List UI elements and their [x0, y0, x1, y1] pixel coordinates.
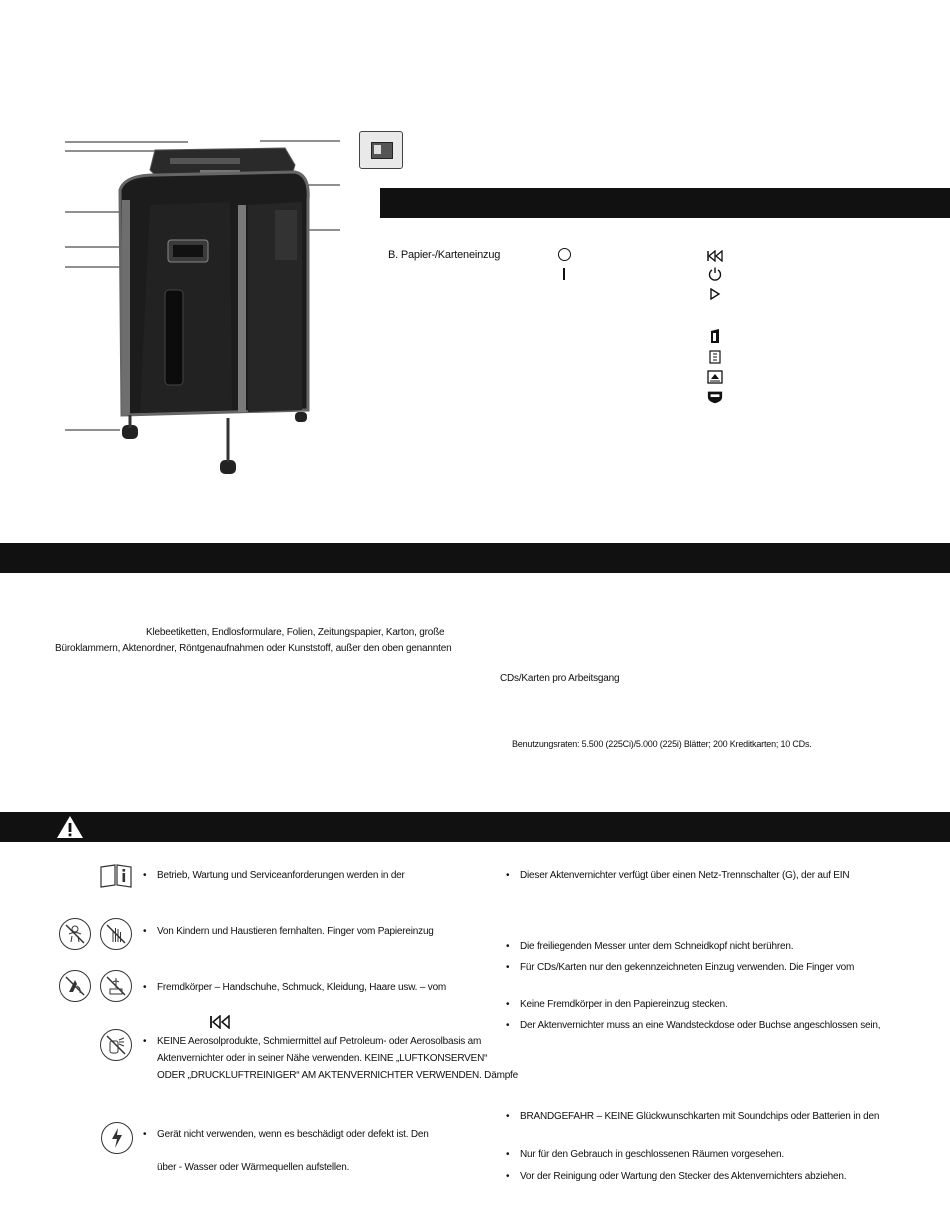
- safety-left-8: über - Wasser oder Wärmequellen aufstellen.: [157, 1162, 350, 1173]
- safety-right-1: • Dieser Aktenvernichter verfügt über einen Netz-Trennschalter (G), der auf EIN: [520, 870, 849, 881]
- safesense-icon: [707, 389, 723, 405]
- safety-header-band: [0, 812, 950, 842]
- no-hands-icon: [100, 918, 132, 950]
- on-bar-icon: [563, 268, 565, 280]
- forward-icon: [707, 286, 723, 302]
- no-loose-items-icon: [59, 970, 91, 1002]
- bin-full-icon: [707, 328, 723, 344]
- power-icon: [707, 266, 723, 282]
- usage-rates-text: Benutzungsraten: 5.500 (225Ci)/5.000 (225i) Blätter; 200 Kreditkarten; 10 CDs.: [512, 739, 812, 749]
- safety-right-6: • BRANDGEFAHR – KEINE Glückwunschkarten mit Soundchips oder Batterien in den: [520, 1111, 879, 1122]
- capabilities-header-band: [0, 543, 950, 573]
- safety-left-4: • KEINE Aerosolprodukte, Schmiermittel auf Petroleum- oder Aerosolbasis am: [157, 1036, 481, 1047]
- shredder-image: [60, 130, 360, 490]
- prohibited-line-1: Klebeetiketten, Endlosformulare, Folien, Zeitungspapier, Karton, große: [146, 627, 445, 638]
- safety-right-4: • Keine Fremdkörper in den Papiereinzug stecken.: [520, 999, 728, 1010]
- safety-left-6: ODER „DRUCKLUFTREINIGER“ AM AKTENVERNICHTER VERWENDEN. Dämpfe: [157, 1070, 518, 1081]
- safety-right-8: • Vor der Reinigung oder Wartung den Stecker des Aktenvernichters abziehen.: [520, 1171, 846, 1182]
- prohibited-line-2: Büroklammern, Aktenordner, Röntgenaufnahmen oder Kunststoff, außer den oben genannten: [55, 643, 452, 654]
- cds-per-pass-label: CDs/Karten pro Arbeitsgang: [500, 673, 620, 684]
- safety-left-7: • Gerät nicht verwenden, wenn es beschädigt oder defekt ist. Den: [157, 1129, 429, 1140]
- reverse-icon: [707, 248, 723, 264]
- safety-right-3: • Für CDs/Karten nur den gekennzeichneten Einzug verwenden. Die Finger vom: [520, 962, 854, 973]
- overview-header-band: [380, 188, 950, 218]
- manual-icon: [100, 864, 132, 893]
- electric-shock-icon: [101, 1122, 133, 1154]
- safety-left-1: • Betrieb, Wartung und Serviceanforderungen werden in der: [157, 870, 405, 881]
- shredder-illustration: [60, 130, 360, 490]
- paper-entry-label: B. Papier-/Karteneinzug: [388, 249, 501, 261]
- reverse-icon-inline: [209, 1015, 231, 1034]
- no-aerosol-icon: [100, 1029, 132, 1061]
- safety-left-2: • Von Kindern und Haustieren fernhalten. Finger vom Papiereinzug: [157, 926, 434, 937]
- safety-left-3: • Fremdkörper – Handschuhe, Schmuck, Kleidung, Haare usw. – vom: [157, 982, 446, 993]
- overheat-icon: [707, 349, 723, 365]
- safety-right-5: • Der Aktenvernichter muss an eine Wandsteckdose oder Buchse angeschlossen sein,: [520, 1020, 880, 1031]
- safety-left-5: Aktenvernichter oder in seiner Nähe verwenden. KEINE „LUFTKONSERVEN“: [157, 1053, 488, 1064]
- safety-right-7: • Nur für den Gebrauch in geschlossenen Räumen vorgesehen.: [520, 1149, 784, 1160]
- door-open-icon: [707, 369, 723, 385]
- off-circle-icon: [558, 248, 571, 261]
- no-hair-icon: [100, 970, 132, 1002]
- warning-triangle-icon: [56, 815, 84, 844]
- no-children-icon: [59, 918, 91, 950]
- power-switch-icon: [359, 131, 403, 169]
- safety-right-2: • Die freiliegenden Messer unter dem Schneidkopf nicht berühren.: [520, 941, 793, 952]
